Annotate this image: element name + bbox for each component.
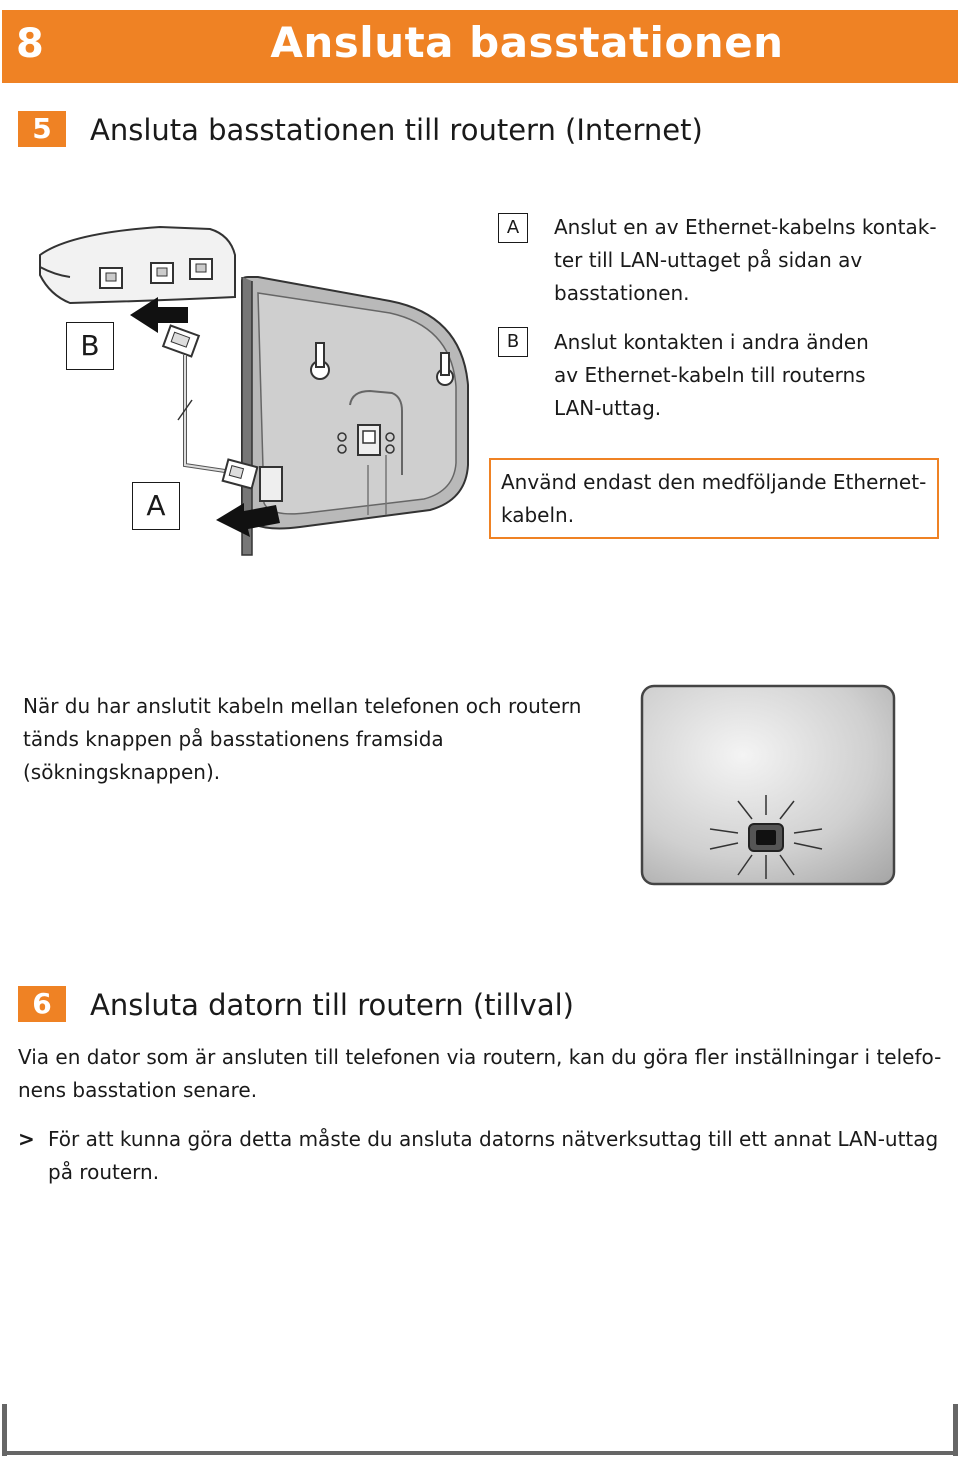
chapter-title: Ansluta basstationen [270, 18, 784, 67]
arrow-b-icon [130, 297, 188, 333]
bullet-text: För att kunna göra detta måste du ansluta datorns nätverksuttag till ett annat LAN-uttag på routern. [48, 1127, 939, 1184]
footer-frame-right [953, 1404, 958, 1456]
connection-illustration [30, 215, 480, 560]
step-5-badge: 5 [18, 111, 66, 147]
step-6-title: Ansluta datorn till routern (tillval) [90, 988, 574, 1022]
page-number: 8 [16, 21, 44, 67]
instruction-b-text: Anslut kontakten i andra änden av Ethernet-kabeln till routerns LAN-uttag. [554, 330, 869, 420]
search-button-icon [749, 824, 783, 851]
base-station-front-illustration [638, 683, 898, 887]
search-button-text: När du har anslutit kabeln mellan telefonen och routern tänds knappen på basstationens framsida (sökningsknappen). [23, 694, 582, 784]
step-6-badge: 6 [18, 986, 66, 1022]
figure-label-a: A [132, 482, 180, 530]
ethernet-plug-icon [163, 326, 199, 357]
note-text: Använd endast den medföljande Ethernet- kabeln. [501, 470, 927, 527]
footer-frame-left [2, 1404, 7, 1456]
figure-label-b: B [66, 322, 114, 370]
instruction-b-marker: B [498, 327, 528, 357]
router-device-icon [40, 227, 235, 303]
footer-frame-bottom [2, 1451, 958, 1455]
instruction-a-text: Anslut en av Ethernet-kabelns kontak- ter till LAN-uttaget på sidan av basstationen. [554, 215, 937, 305]
bullet-marker: > [18, 1127, 35, 1151]
instruction-a-marker: A [498, 213, 528, 243]
step-6-paragraph: Via en dator som är ansluten till telefonen via routern, kan du göra fler inställningar i telefo- nens basstation senare. [18, 1045, 942, 1102]
step-5-title: Ansluta basstationen till routern (Internet) [90, 113, 703, 147]
